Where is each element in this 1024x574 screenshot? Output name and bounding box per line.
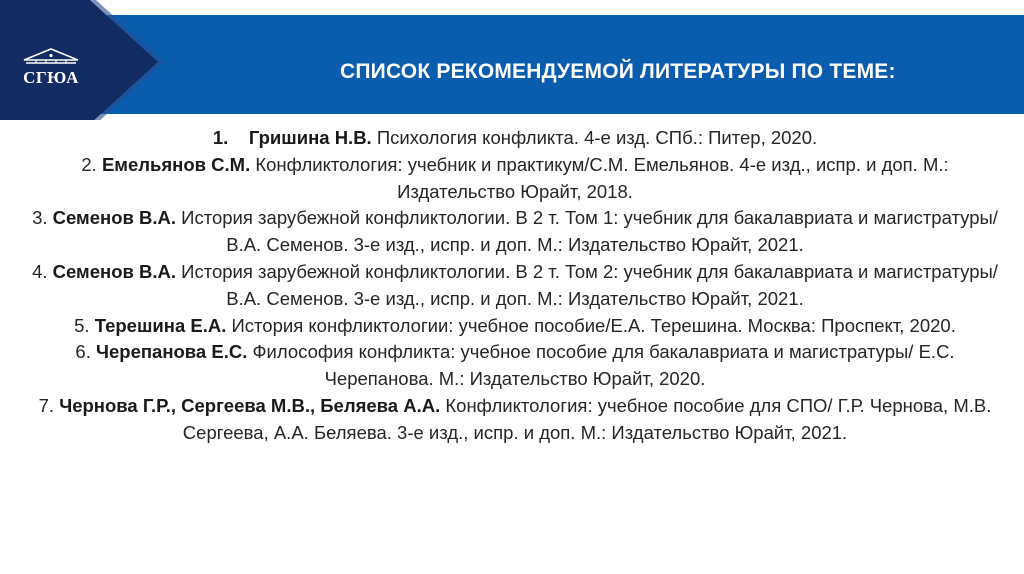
list-item <box>20 339 1010 393</box>
entry-number: 3. <box>32 207 48 229</box>
entry-text: Конфликтология: учебное пособие для СПО/ Г.Р. Чернова, М.В. Сергеева, А.А. Беляева. 3-е изд., испр. и доп. М.: Издательство Юрайт, 2021. <box>182 394 992 443</box>
entry-author: Гришина Н.В. <box>248 127 372 148</box>
entry-number: 5. <box>74 314 90 336</box>
entry-number: 6. <box>75 341 91 363</box>
list-item <box>20 125 1010 152</box>
list-item <box>20 152 1010 206</box>
entry-text: Психология конфликта. 4-е изд. СПб.: Питер, 2020. <box>376 127 818 148</box>
entry-author: Чернова Г.Р., Сергеева М.В., Беляева А.А. <box>59 394 441 416</box>
list-item <box>20 259 1010 313</box>
entry-author: Семенов В.А. <box>52 207 177 229</box>
list-item <box>20 205 1010 259</box>
building-icon <box>16 46 86 70</box>
entry-author: Терешина Е.А. <box>94 314 227 336</box>
entry-number: 7. <box>38 394 55 416</box>
entry-text: История зарубежной конфликтологии. В 2 т. Том 1: учебник для бакалавриата и магистратуры/В.А. Семенов. 3-е изд., испр. и доп. М.: Издательство Юрайт, 2021. <box>181 207 998 256</box>
list-item <box>20 393 1010 447</box>
entry-number: 4. <box>32 260 48 282</box>
entry-author: Семенов В.А. <box>52 260 177 282</box>
entry-text: История конфликтологии: учебное пособие/Е.А. Терешина. Москва: Проспект, 2020. <box>231 314 956 336</box>
university-logo <box>16 46 86 96</box>
list-item <box>20 313 1010 340</box>
entry-text: Философия конфликта: учебное пособие для бакалавриата и магистратуры/ Е.С. Черепанова. М.: Издательство Юрайт, 2020. <box>252 341 955 390</box>
entry-author: Черепанова Е.С. <box>95 341 248 363</box>
entry-text: История зарубежной конфликтологии. В 2 т. Том 2: учебник для бакалавриата и магистратуры/В.А. Семенов. 3-е изд., испр. и доп. М.: Издательство Юрайт, 2021. <box>181 260 998 309</box>
logo-text: СГЮА <box>23 68 79 87</box>
slide-title: СПИСОК РЕКОМЕНДУЕМОЙ ЛИТЕРАТУРЫ ПО ТЕМЕ: <box>340 60 896 83</box>
entry-number: 1. <box>212 127 229 148</box>
entry-text: Конфликтология: учебник и практикум/С.М. Емельянов. 4-е изд., испр. и доп. М.: Издательство Юрайт, 2018. <box>255 153 949 202</box>
header-banner <box>0 0 1024 120</box>
entry-number: 2. <box>81 153 97 175</box>
entry-author: Емельянов С.М. <box>101 153 251 175</box>
reference-list <box>20 125 1010 447</box>
